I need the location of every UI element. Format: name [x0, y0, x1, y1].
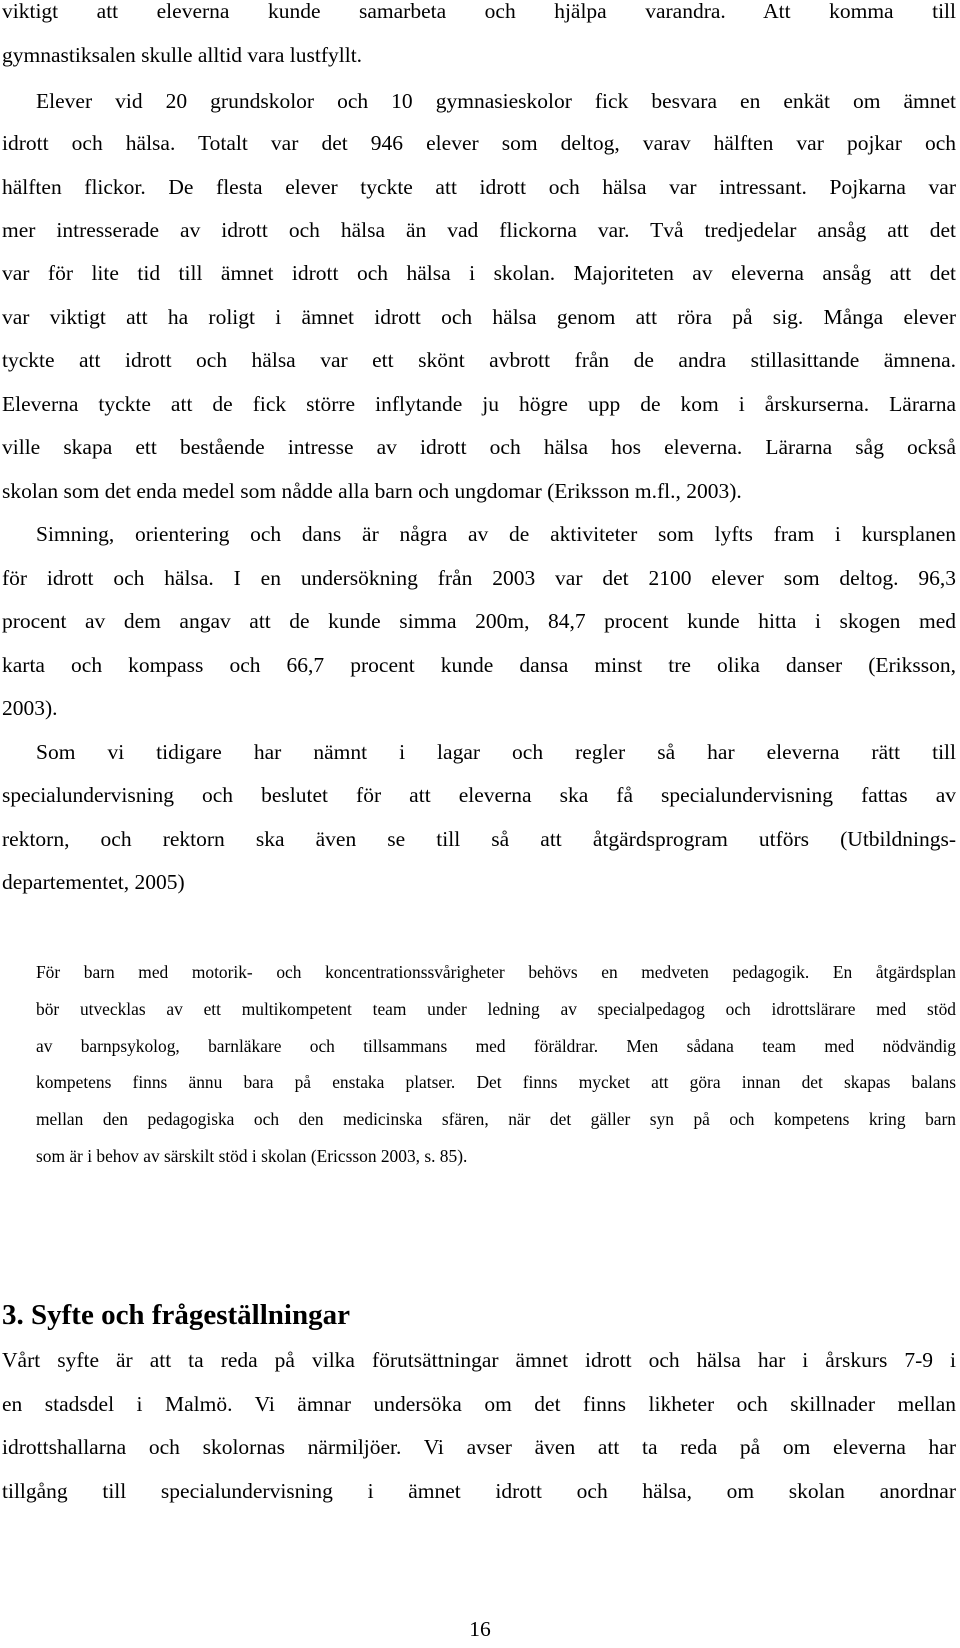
paragraph-3-line-1: Simning, orientering och dans är några av de aktiviteter som lyfts fram i kursplanen [36, 522, 956, 546]
blockquote-line-4: kompetens finns ännu bara på enstaka platser. Det finns mycket att göra innan det skapas balans [36, 1072, 956, 1092]
section-paragraph-line-2: en stadsdel i Malmö. Vi ämnar undersöka om det finns likheter och skillnader mellan [2, 1392, 956, 1416]
paragraph-2-line-3: hälften flickor. De flesta elever tyckte att idrott och hälsa var intressant. Pojkarna var [2, 175, 956, 199]
paragraph-2-line-4: mer intresserade av idrott och hälsa än vad flickorna var. Två tredjedelar ansåg att det [2, 218, 956, 242]
paragraph-4-line-2: specialundervisning och beslutet för att eleverna ska få specialundervisning fattas av [2, 783, 956, 807]
blockquote-line-3: av barnpsykolog, barnläkare och tillsammans med föräldrar. Men sådana team med nödvändig [36, 1036, 956, 1056]
section-paragraph-line-3: idrottshallarna och skolornas närmiljöer. Vi avser även att ta reda på om eleverna har [2, 1435, 956, 1459]
paragraph-3-line-5: 2003). [2, 696, 58, 720]
paragraph-2-line-6: var viktigt att ha roligt i ämnet idrott och hälsa genom att röra på sig. Många elever [2, 305, 956, 329]
paragraph-2-line-8: Eleverna tyckte att de fick större inflytande ju högre upp de kom i årskurserna. Lärarna [2, 392, 956, 416]
paragraph-2-line-2: idrott och hälsa. Totalt var det 946 elever som deltog, varav hälften var pojkar och [2, 131, 956, 155]
paragraph-1-line-2: gymnastiksalen skulle alltid vara lustfyllt. [2, 43, 363, 67]
paragraph-4-line-4: departementet, 2005) [2, 870, 185, 894]
section-paragraph-line-4: tillgång till specialundervisning i ämnet idrott och hälsa, om skolan anordnar [2, 1479, 956, 1503]
paragraph-1-line-1: viktigt att eleverna kunde samarbeta och hjälpa varandra. Att komma till [2, 0, 956, 23]
paragraph-3-line-2: för idrott och hälsa. I en undersökning från 2003 var det 2100 elever som deltog. 96,3 [2, 566, 956, 590]
paragraph-2-line-5: var för lite tid till ämnet idrott och hälsa i skolan. Majoriteten av eleverna ansåg att det [2, 261, 956, 285]
blockquote-line-5: mellan den pedagogiska och den medicinska sfären, när det gäller syn på och kompetens kring barn [36, 1109, 956, 1129]
paragraph-3-line-3: procent av dem angav att de kunde simma 200m, 84,7 procent kunde hitta i skogen med [2, 609, 956, 633]
blockquote-line-1: För barn med motorik- och koncentrationssvårigheter behövs en medveten pedagogik. En åtgärdsplan [36, 962, 956, 982]
blockquote-line-2: bör utvecklas av ett multikompetent team under ledning av specialpedagog och idrottslärare med stöd [36, 999, 956, 1019]
paragraph-4-line-3: rektorn, och rektorn ska även se till så att åtgärdsprogram utförs (Utbildnings- [2, 827, 956, 851]
paragraph-2-line-7: tyckte att idrott och hälsa var ett skönt avbrott från de andra stillasittande ämnena. [2, 348, 956, 372]
paragraph-2-line-1: Elever vid 20 grundskolor och 10 gymnasieskolor fick besvara en enkät om ämnet [36, 89, 956, 113]
section-paragraph-line-1: Vårt syfte är att ta reda på vilka förutsättningar ämnet idrott och hälsa har i årskurs 7-9 i [2, 1348, 956, 1372]
paragraph-4-line-1: Som vi tidigare har nämnt i lagar och regler så har eleverna rätt till [36, 740, 956, 764]
paragraph-2-line-9: ville skapa ett bestående intresse av idrott och hälsa hos eleverna. Lärarna såg också [2, 435, 956, 459]
page-number: 16 [469, 1617, 491, 1641]
blockquote-line-6: som är i behov av särskilt stöd i skolan (Ericsson 2003, s. 85). [36, 1146, 468, 1166]
paragraph-2-line-10: skolan som det enda medel som nådde alla barn och ungdomar (Eriksson m.fl., 2003). [2, 479, 742, 503]
paragraph-3-line-4: karta och kompass och 66,7 procent kunde dansa minst tre olika danser (Eriksson, [2, 653, 956, 677]
section-heading: 3. Syfte och frågeställningar [2, 1299, 350, 1331]
